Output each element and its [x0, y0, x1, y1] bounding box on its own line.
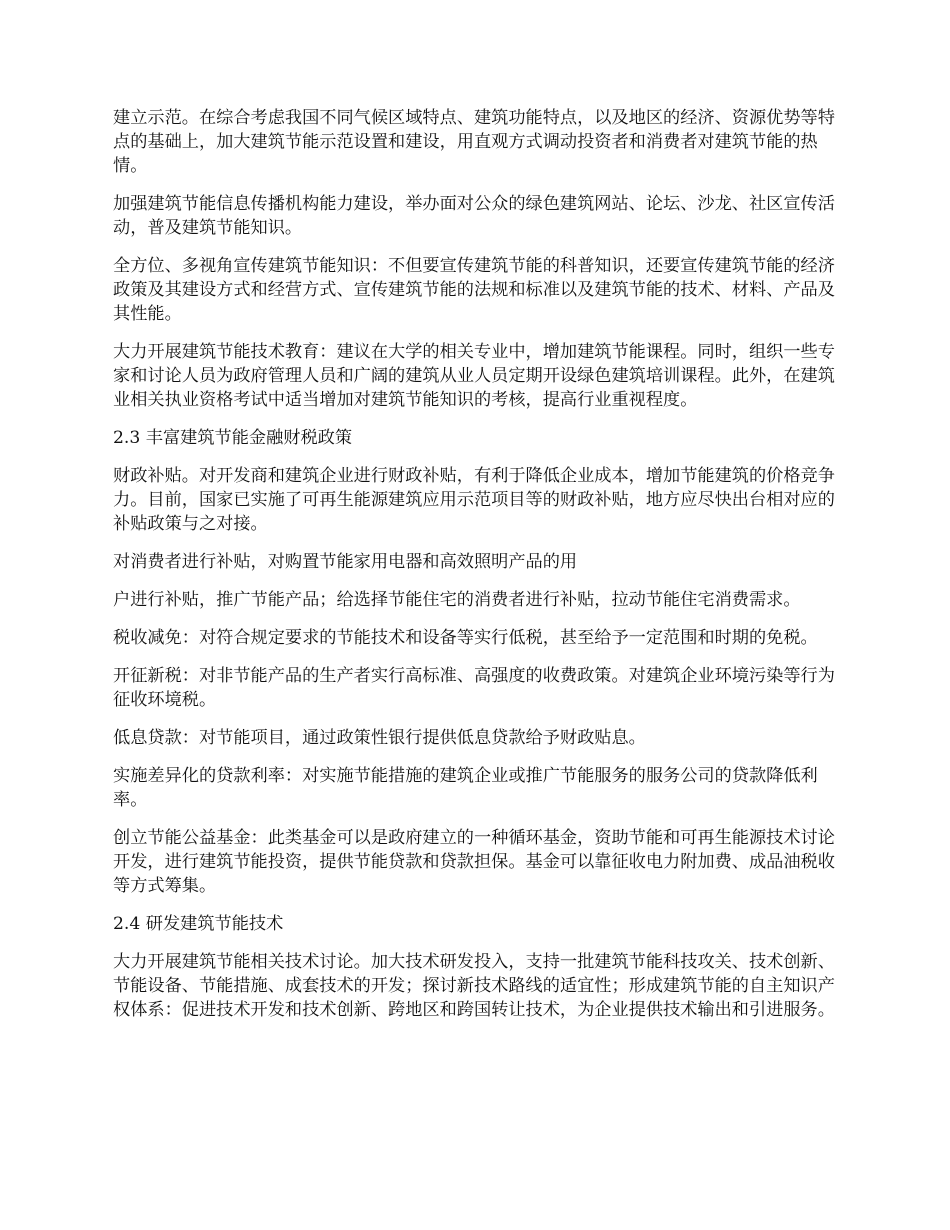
section-heading-2-3: 2.3 丰富建筑节能金融财税政策	[113, 428, 353, 448]
paragraph-fiscal-subsidy: 财政补贴。对开发商和建筑企业进行财政补贴，有利于降低企业成本，增加节能建筑的价格竞争力。目前，国家已实施了可再生能源建筑应用示范项目等的财政补贴，地方应尽快出台相对应的补贴政策与之对接。	[113, 466, 835, 534]
paragraph-consumer-subsidy: 对消费者进行补贴，对购置节能家用电器和高效照明产品的用	[113, 552, 578, 572]
paragraph-low-interest-loan: 低息贷款：对节能项目，通过政策性银行提供低息贷款给予财政贴息。	[113, 728, 646, 748]
paragraph-tech-research: 大力开展建筑节能相关技术讨论。加大技术研发投入，支持一批建筑节能科技攻关、技术创新、节能设备、节能措施、成套技术的开发；探讨新技术路线的适宜性；形成建筑节能的自主知识产权体系：促进技术开发和技术创新、跨地区和跨国转让技术，为企业提供技术输出和引进服务。	[113, 952, 835, 1020]
paragraph-publicity: 全方位、多视角宣传建筑节能知识：不但要宣传建筑节能的科普知识，还要宣传建筑节能的经济政策及其建设方式和经营方式、宣传建筑节能的法规和标准以及建筑节能的技术、材料、产品及其性能。	[113, 256, 835, 324]
section-heading-2-4: 2.4 研发建筑节能技术	[113, 914, 284, 934]
paragraph-consumer-subsidy-cont: 户进行补贴，推广节能产品；给选择节能住宅的消费者进行补贴，拉动节能住宅消费需求。	[113, 590, 801, 610]
paragraph-info-dissemination: 加强建筑节能信息传播机构能力建设，举办面对公众的绿色建筑网站、论坛、沙龙、社区宣传活动，普及建筑节能知识。	[113, 194, 835, 238]
paragraph-tax-reduction: 税收减免：对符合规定要求的节能技术和设备等实行低税，甚至给予一定范围和时期的免税。	[113, 628, 818, 648]
paragraph-new-tax: 开征新税：对非节能产品的生产者实行高标准、高强度的收费政策。对建筑企业环境污染等行为征收环境税。	[113, 666, 835, 710]
paragraph-education: 大力开展建筑节能技术教育：建议在大学的相关专业中，增加建筑节能课程。同时，组织一些专家和讨论人员为政府管理人员和广阔的建筑从业人员定期开设绿色建筑培训课程。此外，在建筑业相关执业资格考试中适当增加对建筑节能知识的考核，提高行业重视程度。	[113, 342, 835, 410]
paragraph-differential-rate: 实施差异化的贷款利率：对实施节能措施的建筑企业或推广节能服务的服务公司的贷款降低利率。	[113, 766, 818, 810]
paragraph-demonstration: 建立示范。在综合考虑我国不同气候区域特点、建筑功能特点，以及地区的经济、资源优势等特点的基础上，加大建筑节能示范设置和建设，用直观方式调动投资者和消费者对建筑节能的热情。	[113, 108, 835, 176]
paragraph-public-fund: 创立节能公益基金：此类基金可以是政府建立的一种循环基金，资助节能和可再生能源技术讨论开发，进行建筑节能投资，提供节能贷款和贷款担保。基金可以靠征收电力附加费、成品油税收等方式筹集。	[113, 828, 835, 896]
document-page	[113, 106, 843, 1036]
